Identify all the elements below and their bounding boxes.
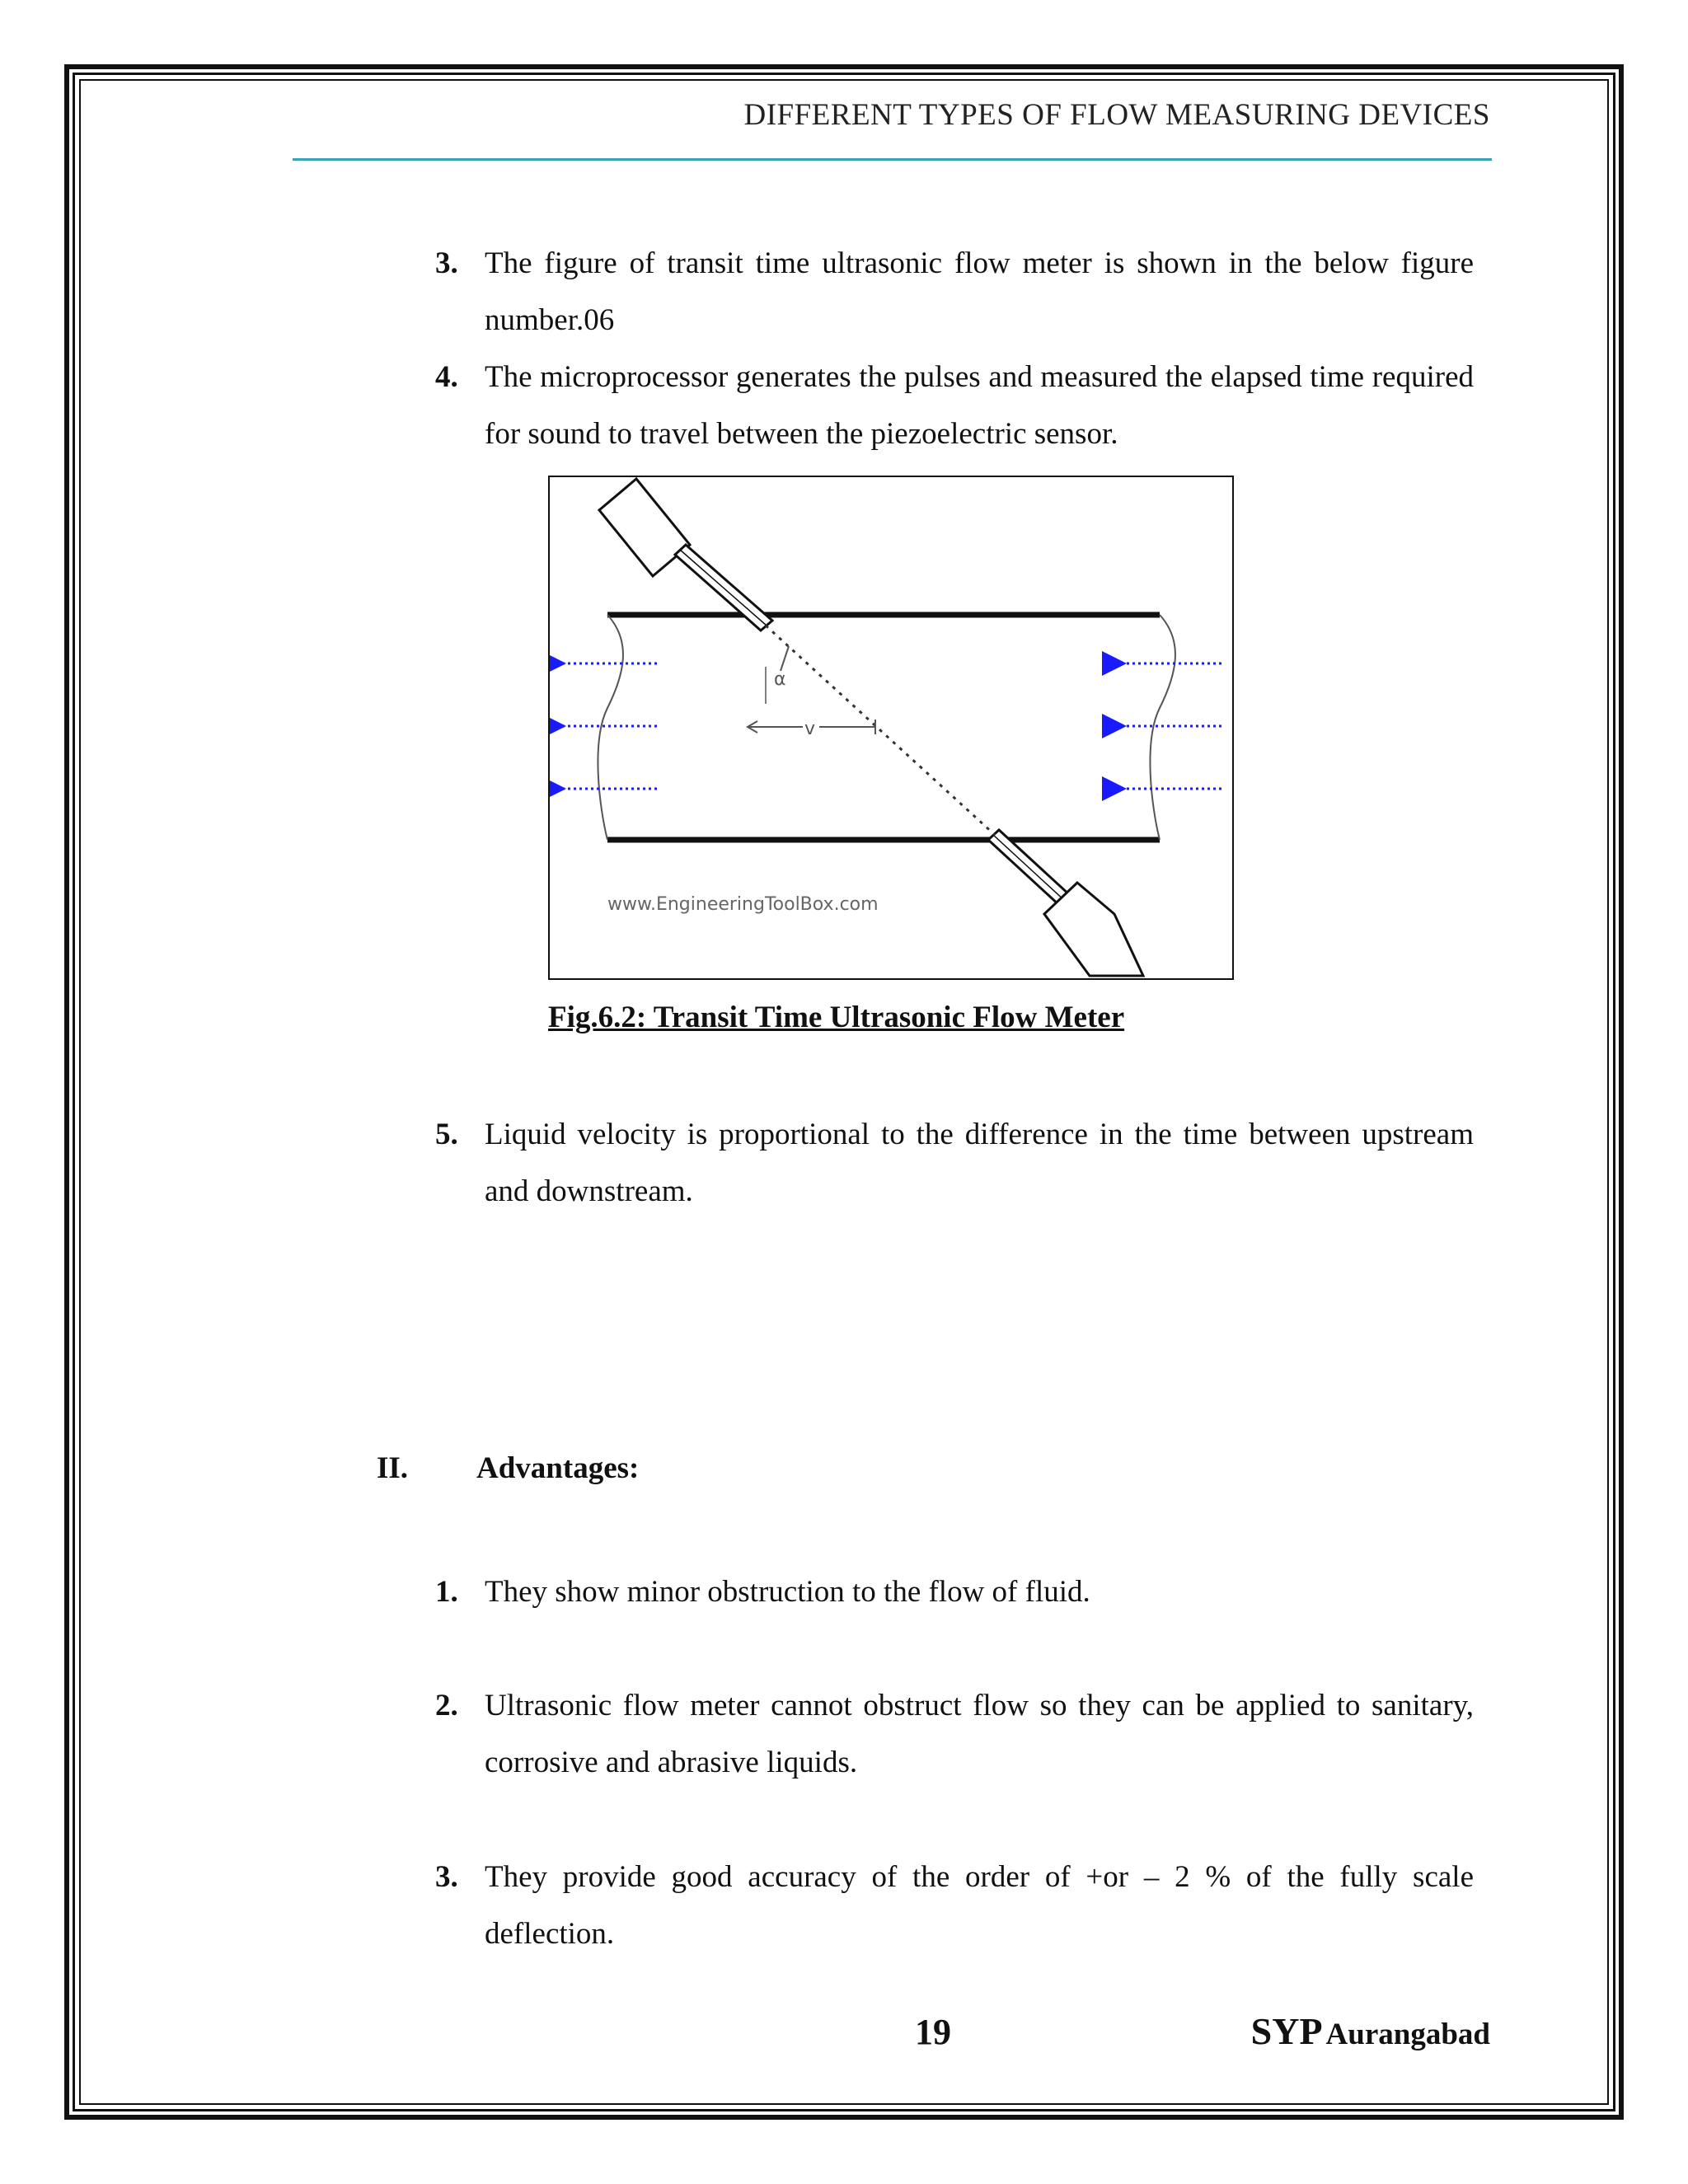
page-number: 19 xyxy=(915,2012,951,2052)
sound-path xyxy=(766,626,995,835)
list-text: Ultrasonic flow meter cannot obstruct flow so they can be applied to sanitary, corrosive and abrasive liquids. xyxy=(485,1689,1474,1779)
list-text: They show minor obstruction to the flow of fluid. xyxy=(485,1575,1090,1609)
list-text: The microprocessor generates the pulses and measured the elapsed time required for sound to travel between the piezoelectric sensor. xyxy=(485,360,1474,451)
list-number: 1. xyxy=(435,1575,458,1609)
footer-org-abbrev: SYP xyxy=(1250,2010,1323,2052)
section-number: II. xyxy=(377,1451,409,1485)
list-item xyxy=(435,1849,1474,1962)
list-text: Liquid velocity is proportional to the difference in the time between upstream and downstream. xyxy=(485,1118,1474,1208)
flow-meter-diagram xyxy=(550,477,1232,978)
list-text: They provide good accuracy of the order of +or – 2 % of the fully scale deflection. xyxy=(485,1860,1474,1951)
angle-line xyxy=(781,646,789,671)
section-title: Advantages: xyxy=(476,1451,640,1485)
list-item xyxy=(435,349,1474,462)
list-item xyxy=(435,235,1474,349)
velocity-label: v xyxy=(804,719,816,739)
list-item xyxy=(435,1106,1474,1220)
figure-caption: Fig.6.2: Transit Time Ultrasonic Flow Meter xyxy=(548,1001,1125,1034)
list-number: 5. xyxy=(435,1118,458,1151)
flow-meter-figure xyxy=(548,476,1234,980)
list-number: 3. xyxy=(435,1860,458,1894)
list-number: 3. xyxy=(435,246,458,280)
angle-label: α xyxy=(774,669,786,690)
list-text: The figure of transit time ultrasonic flow meter is shown in the below figure number.06 xyxy=(485,246,1474,337)
list-number: 4. xyxy=(435,360,458,394)
footer-org-city: Aurangabad xyxy=(1325,2018,1490,2051)
running-header: DIFFERENT TYPES OF FLOW MEASURING DEVICES xyxy=(743,98,1490,132)
upper-transducer xyxy=(599,479,772,630)
header-rule xyxy=(293,158,1492,161)
footer-institution xyxy=(1251,2009,1490,2053)
watermark-text: www.EngineeringToolBox.com xyxy=(607,894,879,915)
lower-transducer xyxy=(988,830,1143,976)
list-item xyxy=(435,1677,1474,1791)
list-number: 2. xyxy=(435,1689,458,1722)
list-item xyxy=(435,1563,1474,1620)
